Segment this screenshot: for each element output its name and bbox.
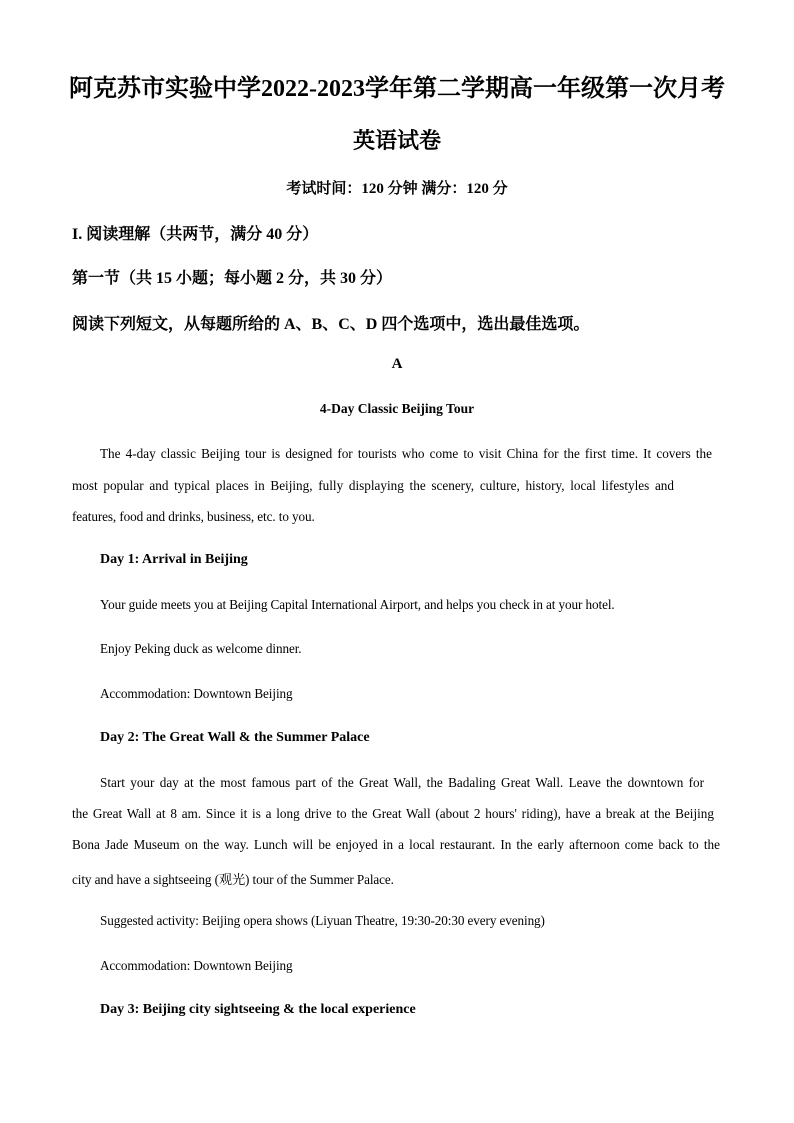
day2-line-1: Start your day at the most famous part of the Great Wall, the Badaling Great Wall. Leave the downtown for xyxy=(100,775,704,790)
exam-info: 考试时间：120 分钟 满分：120 分 xyxy=(286,181,508,197)
instructions: 阅读下列短文，从每题所给的 A、B、C、D 四个选项中，选出最佳选项。 xyxy=(72,316,590,333)
section-heading: I. 阅读理解（共两节，满分 40 分） xyxy=(72,226,319,243)
day2-heading: Day 2: The Great Wall & the Summer Palace xyxy=(100,730,370,745)
day2-activity: Suggested activity: Beijing opera shows (Liyuan Theatre, 19:30-20:30 every evening) xyxy=(100,913,545,928)
intro-line-1: The 4-day classic Beijing tour is designed for tourists who come to visit China for the first time. It covers the xyxy=(100,446,712,461)
day1-line-3: Accommodation: Downtown Beijing xyxy=(100,686,293,701)
day1-line-1: Your guide meets you at Beijing Capital International Airport, and helps you check in at your hotel. xyxy=(100,597,615,612)
day2-line-3: Bona Jade Museum on the way. Lunch will be enjoyed in a local restaurant. In the early afternoon come back to the xyxy=(72,837,720,852)
intro-line-3: features, food and drinks, business, etc. to you. xyxy=(72,509,315,524)
part-heading: 第一节（共 15 小题；每小题 2 分，共 30 分） xyxy=(72,270,393,287)
intro-line-2: most popular and typical places in Beijing, fully displaying the scenery, culture, history, local lifestyles and xyxy=(72,478,674,493)
day2-line-2: the Great Wall at 8 am. Since it is a long drive to the Great Wall (about 2 hours' riding), have a break at the Beijing xyxy=(72,806,714,821)
day1-line-2: Enjoy Peking duck as welcome dinner. xyxy=(100,641,302,656)
day1-heading: Day 1: Arrival in Beijing xyxy=(100,552,248,567)
exam-title: 阿克苏市实验中学2022-2023学年第二学期高一年级第一次月考 xyxy=(69,76,725,102)
day2-accommodation: Accommodation: Downtown Beijing xyxy=(100,958,293,973)
passage-title: 4-Day Classic Beijing Tour xyxy=(319,401,475,416)
passage-letter: A xyxy=(391,356,403,372)
day2-line-4: city and have a sightseeing (观光) tour of the Summer Palace. xyxy=(72,872,394,887)
exam-subject: 英语试卷 xyxy=(352,128,441,153)
day3-heading: Day 3: Beijing city sightseeing & the local experience xyxy=(100,1002,416,1017)
